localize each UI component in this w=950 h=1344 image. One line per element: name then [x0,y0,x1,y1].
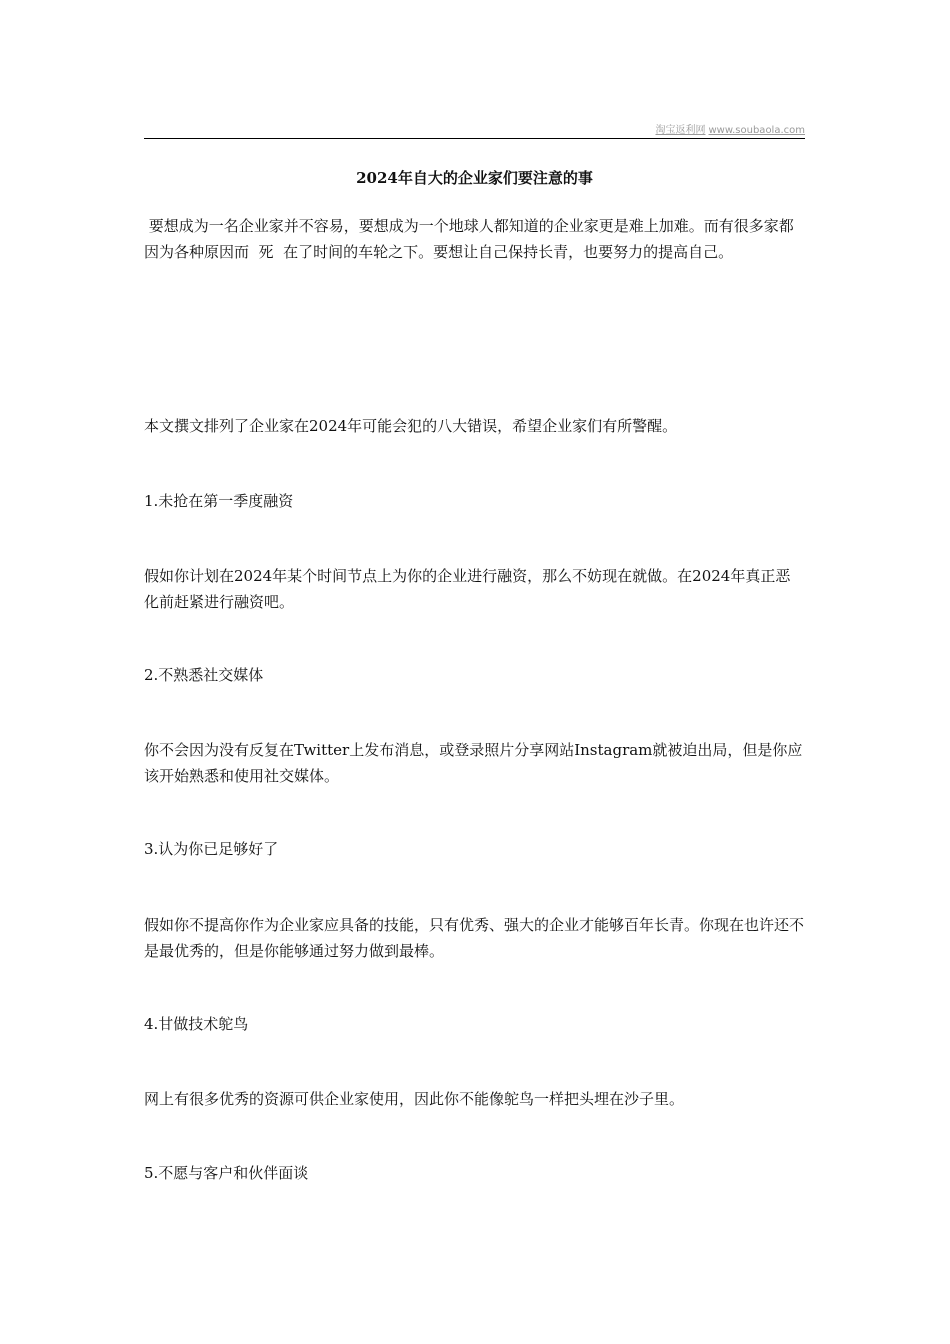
header-url-link[interactable]: www.soubaola.com [708,125,805,136]
section-heading-1: 1.未抢在第一季度融资 [144,492,294,510]
section-heading-2: 2.不熟悉社交媒体 [144,666,264,684]
header-site-link[interactable]: 淘宝返利网 [655,125,706,136]
section-body-2: 你不会因为没有反复在Twitter上发布消息，或登录照片分享网站Instagram就被迫出局，但是你应该开始熟悉和使用社交媒体。 [144,741,803,785]
section-body-4: 网上有很多优秀的资源可供企业家使用，因此你不能像鸵鸟一样把头埋在沙子里。 [144,1090,685,1108]
document-page [144,0,805,1344]
summary-paragraph: 本文撰文排列了企业家在2024年可能会犯的八大错误，希望企业家们有所警醒。 [144,417,678,435]
section-body-3: 假如你不提高你作为企业家应具备的技能，只有优秀、强大的企业才能够百年长青。你现在也许还不是最优秀的，但是你能够通过努力做到最棒。 [144,916,805,960]
section-heading-4: 4.甘做技术鸵鸟 [144,1015,249,1033]
section-heading-3: 3.认为你已足够好了 [144,840,279,858]
intro-paragraph: 要想成为一名企业家并不容易，要想成为一个地球人都知道的企业家更是难上加难。而有很多家都因为各种原因而 死 在了时间的车轮之下。要想让自己保持长青，也要努力的提高自己。 [144,217,794,261]
section-heading-5: 5.不愿与客户和伙伴面谈 [144,1164,309,1182]
document-title: 2024年自大的企业家们要注意的事 [356,169,593,187]
section-body-1: 假如你计划在2024年某个时间节点上为你的企业进行融资，那么不妨现在就做。在2024年真正恶化前赶紧进行融资吧。 [144,567,791,611]
page-header [144,124,805,139]
